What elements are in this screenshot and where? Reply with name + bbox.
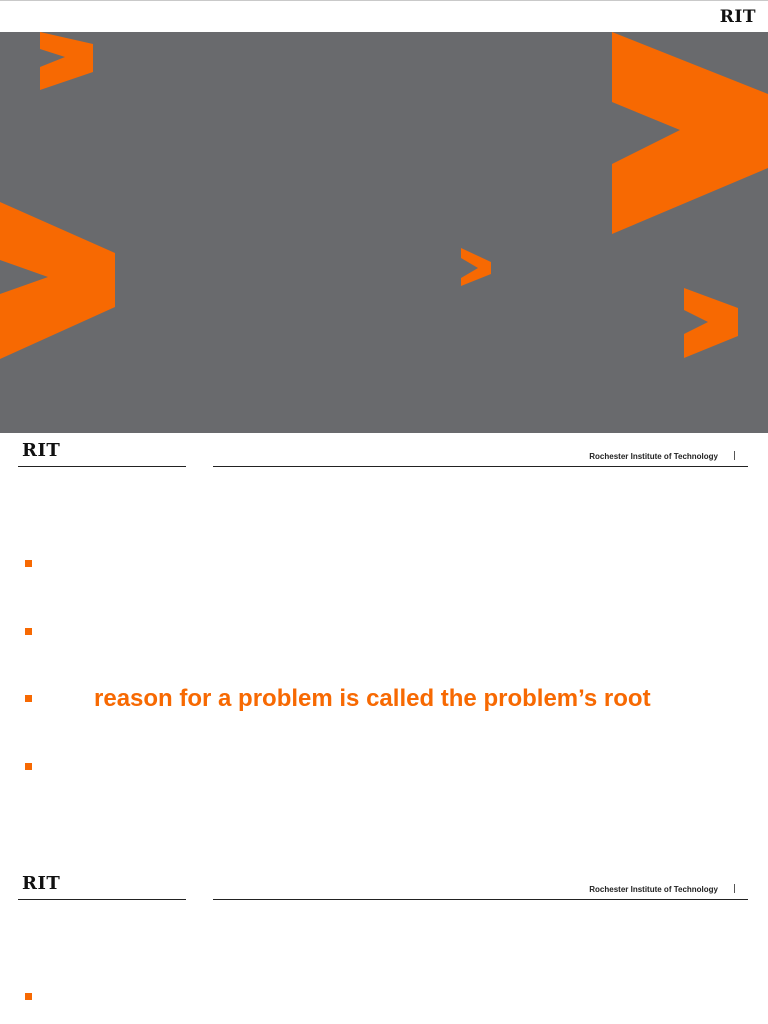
slide-header — [0, 873, 768, 913]
chevron-pattern — [0, 32, 768, 433]
chevron-shape — [40, 32, 93, 90]
bullet-item — [0, 619, 768, 643]
header-rule — [213, 899, 748, 900]
header-divider — [734, 884, 735, 893]
chevron-shape — [0, 202, 115, 359]
header-divider — [734, 451, 735, 460]
bullet-item — [0, 686, 768, 710]
header-rule — [18, 466, 186, 467]
bullet-item — [0, 984, 768, 1008]
bullet-marker-icon — [25, 628, 32, 635]
header-rule — [213, 466, 748, 467]
title-slide-hero — [0, 32, 768, 433]
chevron-shape — [684, 288, 738, 358]
bullet-marker-icon — [25, 560, 32, 567]
rit-logo: RIT — [22, 440, 61, 461]
bullet-marker-icon — [25, 993, 32, 1000]
chevron-shape — [461, 248, 491, 286]
rit-logo: RIT — [22, 873, 61, 894]
bullet-marker-icon — [25, 763, 32, 770]
institution-name: Rochester Institute of Technology — [589, 452, 718, 461]
bullet-text: reason for a problem is called the problem’s root — [94, 685, 651, 712]
bullet-item — [0, 754, 768, 778]
header-rule — [18, 899, 186, 900]
chevron-shape — [612, 32, 768, 234]
institution-name: Rochester Institute of Technology — [589, 885, 718, 894]
bullet-item — [0, 551, 768, 575]
slide-header — [0, 440, 768, 480]
rit-logo: RIT — [719, 7, 756, 27]
title-slide-header — [0, 0, 768, 33]
bullet-marker-icon — [25, 695, 32, 702]
